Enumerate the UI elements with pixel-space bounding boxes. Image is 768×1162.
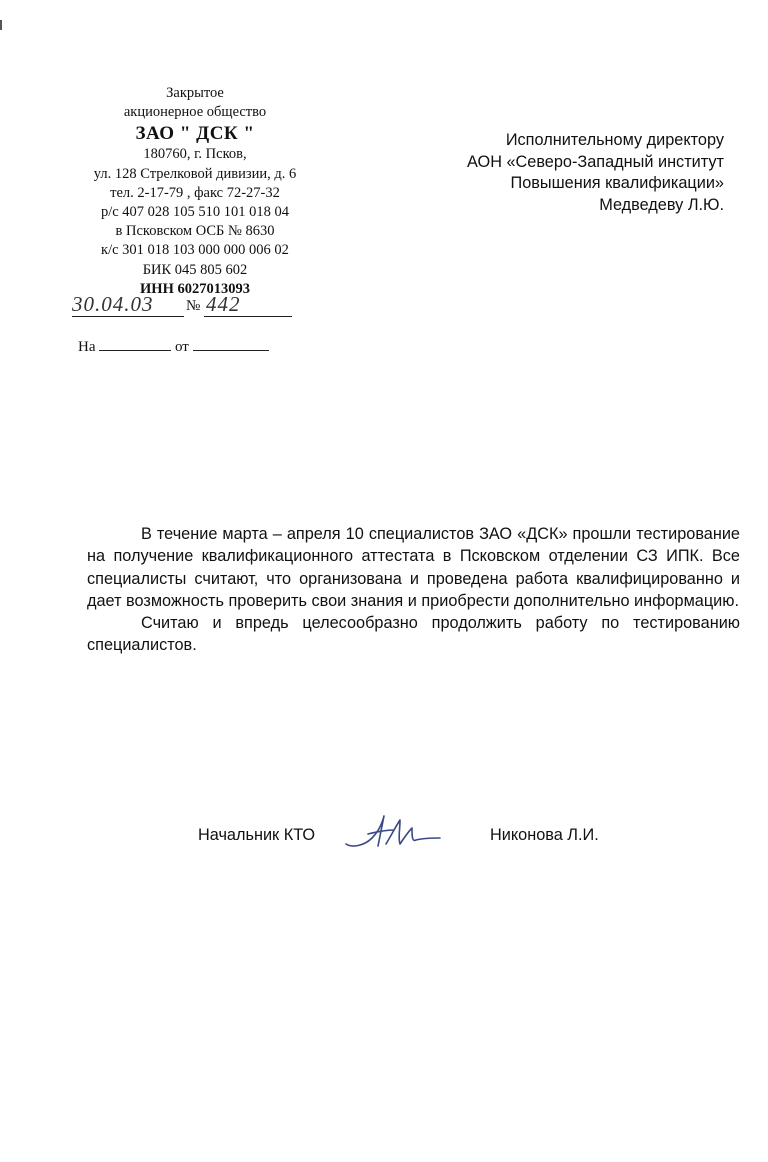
letter-body bbox=[87, 523, 740, 657]
body-paragraph-2: Считаю и впредь целесообразно продолжить работу по тестированию специалистов. bbox=[87, 614, 740, 655]
incoming-number-blank bbox=[99, 338, 171, 351]
addressee-block bbox=[440, 130, 724, 216]
number-underline bbox=[204, 316, 292, 317]
addressee-line3: Повышения квалификации» bbox=[510, 174, 724, 192]
sender-bank: в Псковском ОСБ № 8630 bbox=[115, 223, 275, 240]
addressee-line4: Медведеву Л.Ю. bbox=[599, 195, 724, 214]
scan-artifact bbox=[0, 20, 2, 30]
sender-letterhead bbox=[75, 84, 315, 299]
incoming-from-label: от bbox=[175, 339, 189, 355]
sender-type-line2: акционерное общество bbox=[123, 104, 267, 121]
signatory-title: Начальник КТО bbox=[198, 826, 316, 844]
sender-corr-account: к/с 301 018 103 000 000 006 02 bbox=[101, 242, 289, 259]
incoming-date-blank bbox=[193, 338, 269, 351]
handwritten-signature bbox=[342, 808, 442, 856]
sender-company-name: ЗАО " ДСК " bbox=[135, 123, 255, 145]
sender-inn: ИНН 6027013093 bbox=[140, 280, 250, 297]
number-sign: № bbox=[186, 298, 201, 314]
signatory-name: Никонова Л.И. bbox=[490, 826, 599, 844]
sender-bik: БИК 045 805 602 bbox=[142, 261, 248, 278]
incoming-on-label: На bbox=[78, 339, 96, 355]
sender-account: р/с 407 028 105 510 101 018 04 bbox=[100, 204, 290, 221]
sender-street: ул. 128 Стрелковой дивизии, д. 6 bbox=[93, 165, 297, 182]
addressee-line2: АОН «Северо-Западный институт bbox=[467, 152, 724, 171]
sender-postal: 180760, г. Псков, bbox=[143, 146, 247, 163]
outgoing-number: 442 bbox=[206, 292, 241, 316]
date-underline bbox=[72, 316, 184, 317]
incoming-reference bbox=[78, 338, 269, 356]
body-paragraph-1: В течение марта – апреля 10 специалистов ЗАО «ДСК» прошли тестирование на получение квалификационного аттестата в Псковском отделении СЗ ИПК. Все специалисты считают, что организована и проведена работа квалифицированно и дает возможность проверить свои знания и приобрести дополнительно информацию. bbox=[87, 525, 740, 610]
outgoing-date: 30.04.03 bbox=[72, 292, 154, 316]
addressee-line1: Исполнительному директору bbox=[505, 131, 724, 149]
outgoing-reference bbox=[72, 294, 302, 322]
sender-type-line1: Закрытое bbox=[166, 85, 224, 101]
sender-phones: тел. 2-17-79 , факс 72-27-32 bbox=[110, 184, 280, 201]
